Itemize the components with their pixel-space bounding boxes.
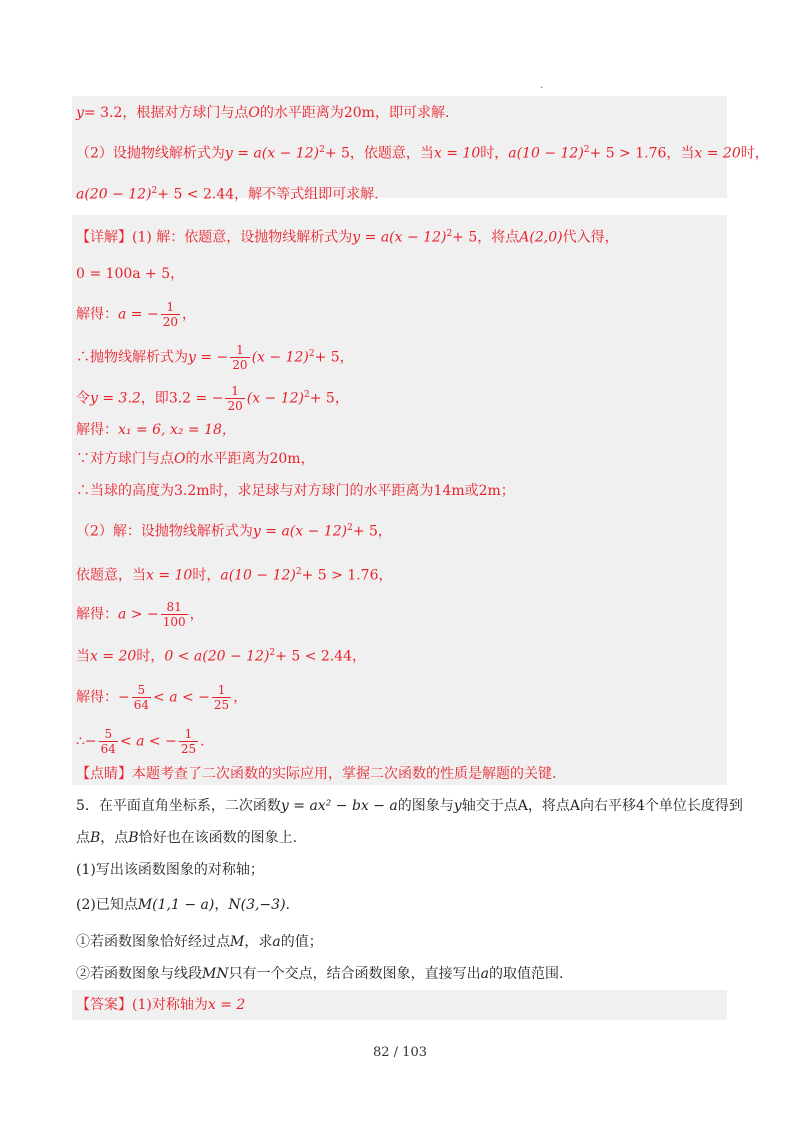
page-number: 82 / 103 xyxy=(373,1045,427,1060)
header-dot: . xyxy=(540,80,544,91)
question-5-part-2: (2)已知点M(1,1 − a)，N(3,−3). xyxy=(76,897,290,913)
question-5-line-2: 点B，点B恰好也在该函数的图象上. xyxy=(76,830,298,846)
detail-line-13: 解得：− $\frac{5}{64}$ < a < − $\frac{1}{25}$ ， xyxy=(76,683,248,712)
detail-line-9: （2）解：设抛物线解析式为$y = a(x - 12)^2+ 5$， xyxy=(76,523,392,540)
answer-line: 【答案】(1)对称轴为x = 2 xyxy=(76,997,246,1013)
detail-line-14: ∴− $\frac{5}{64}$ < a < − $\frac{1}{25}$ . xyxy=(76,727,205,756)
detail-line-5: 令y = 3.2，即3.2 = − $\frac{1}{20}$ $(x - 12)^2+ 5$， xyxy=(76,384,349,413)
question-5-part-1: (1)写出该函数图象的对称轴； xyxy=(76,862,264,878)
analysis-line-2: （2）设抛物线解析式为$y = a(x - 12)^2+ 5$，依题意，当x = 10时，$a(10 - 12)^2+ 5 > 1.76$，当x = 20时， xyxy=(76,145,769,162)
analysis-line-1: y= 3.2，根据对方球门与点O的水平距离为20m，即可求解. xyxy=(76,105,450,121)
question-5-line-1: 5．在平面直角坐标系，二次函数y = ax² − bx − a的图象与y轴交于点A，将点A向右平移4个单位长度得到 xyxy=(76,798,743,814)
detail-line-6: 解得：x₁ = 6, x₂ = 18， xyxy=(76,422,236,438)
detail-line-8: ∴当球的高度为3.2m时，求足球与对方球门的水平距离为14m或2m； xyxy=(76,483,515,499)
question-5-sub-2: ②若函数图象与线段MN只有一个交点，结合函数图象，直接写出a的取值范围. xyxy=(76,966,564,982)
question-5-sub-1: ①若函数图象恰好经过点M，求a的值； xyxy=(76,934,323,950)
detail-line-1: 【详解】(1) 解：依题意，设抛物线解析式为$y = a(x - 12)^2+ 5$，将点A(2,0)代入得， xyxy=(76,229,619,246)
detail-line-4: ∴抛物线解析式为y = − $\frac{1}{20}$ $(x - 12)^2+ 5$， xyxy=(76,343,354,372)
detail-line-7: ∵对方球门与点O的水平距离为20m， xyxy=(76,451,315,467)
detail-line-2: 0 = 100a + 5， xyxy=(76,266,185,282)
detail-line-10: 依题意，当x = 10时，$a(10 - 12)^2+ 5 > 1.76$， xyxy=(76,567,393,584)
detail-line-11: 解得：a > − $\frac{81}{100}$ ， xyxy=(76,600,204,629)
detail-line-3: 解得：a = − $\frac{1}{20}$ ， xyxy=(76,300,196,329)
comment-line: 【点睛】本题考查了二次函数的实际应用，掌握二次函数的性质是解题的关键. xyxy=(76,766,557,782)
analysis-line-3: $a(20 - 12)^2+ 5 < 2.44$，解不等式组即可求解. xyxy=(76,186,379,203)
comment-tag: 【点睛】 xyxy=(76,766,132,782)
answer-tag: 【答案】 xyxy=(76,997,132,1013)
detail-line-12: 当x = 20时，$0 < a(20 - 12)^2+ 5 < 2.44$， xyxy=(76,648,367,665)
detail-tag: 【详解】 xyxy=(76,229,132,246)
